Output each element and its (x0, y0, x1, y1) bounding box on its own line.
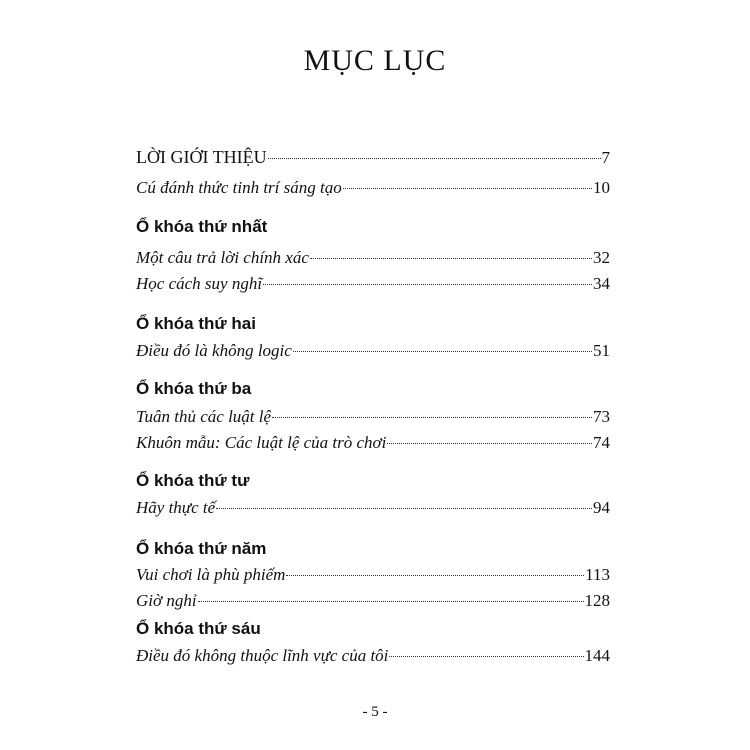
section-heading: Ổ khóa thứ tư (136, 471, 250, 490)
toc-entry-page: 94 (593, 498, 610, 517)
toc-entry-intro (136, 147, 610, 168)
section-heading: Ổ khóa thứ hai (136, 314, 256, 333)
toc-entry-label: Điều đó là không logic (136, 341, 292, 360)
toc-entry (136, 565, 610, 585)
dot-leader (389, 656, 583, 657)
toc-entry-page: 113 (585, 565, 610, 584)
dot-leader (272, 417, 592, 418)
section-heading: Ổ khóa thứ ba (136, 379, 252, 398)
dot-leader (286, 575, 584, 576)
toc-entry (136, 646, 610, 666)
toc-entry-page: 7 (601, 148, 610, 167)
dot-leader (268, 158, 601, 159)
toc-entry (136, 591, 610, 611)
toc-entry (136, 248, 610, 268)
toc-entry-label: Vui chơi là phù phiếm (136, 565, 286, 584)
toc-entry-label: Một câu trả lời chính xác (136, 248, 309, 267)
toc-entry-page: 74 (593, 433, 610, 452)
dot-leader (263, 284, 592, 285)
toc-entry-page: 128 (584, 591, 610, 610)
toc-entry-label: Học cách suy nghĩ (136, 274, 263, 293)
toc-entry-page: 51 (593, 341, 610, 360)
toc-entry (136, 341, 610, 361)
page-number: - 5 - (362, 704, 388, 720)
toc-entry-page: 32 (593, 248, 610, 267)
toc-entry-label: Khuôn mẫu: Các luật lệ của trò chơi (136, 433, 387, 452)
page-title: MỤC LỤC (303, 44, 447, 77)
section-heading: Ổ khóa thứ năm (136, 539, 267, 558)
toc-entry (136, 498, 610, 518)
toc-entry (136, 407, 610, 427)
toc-entry-page: 34 (593, 274, 610, 293)
dot-leader (216, 508, 592, 509)
dot-leader (387, 443, 592, 444)
toc-entry-label: LỜI GIỚI THIỆU (136, 147, 267, 167)
dot-leader (293, 351, 592, 352)
toc-entry-label: Giờ nghỉ (136, 591, 197, 610)
toc-entry (136, 178, 610, 198)
toc-entry (136, 274, 610, 294)
toc-entry-label: Điều đó không thuộc lĩnh vực của tôi (136, 646, 389, 665)
toc-entry-page: 144 (584, 646, 610, 665)
section-heading: Ổ khóa thứ nhất (136, 217, 268, 236)
toc-entry-page: 10 (593, 178, 610, 197)
toc-entry-page: 73 (593, 407, 610, 426)
toc-entry-label: Hãy thực tế (136, 498, 216, 517)
section-heading: Ổ khóa thứ sáu (136, 619, 261, 638)
dot-leader (343, 188, 592, 189)
dot-leader (198, 601, 584, 602)
toc-entry-label: Cú đánh thức tinh trí sáng tạo (136, 178, 342, 197)
toc-entry (136, 433, 610, 453)
toc-entry-label: Tuân thủ các luật lệ (136, 407, 272, 426)
dot-leader (310, 258, 592, 259)
